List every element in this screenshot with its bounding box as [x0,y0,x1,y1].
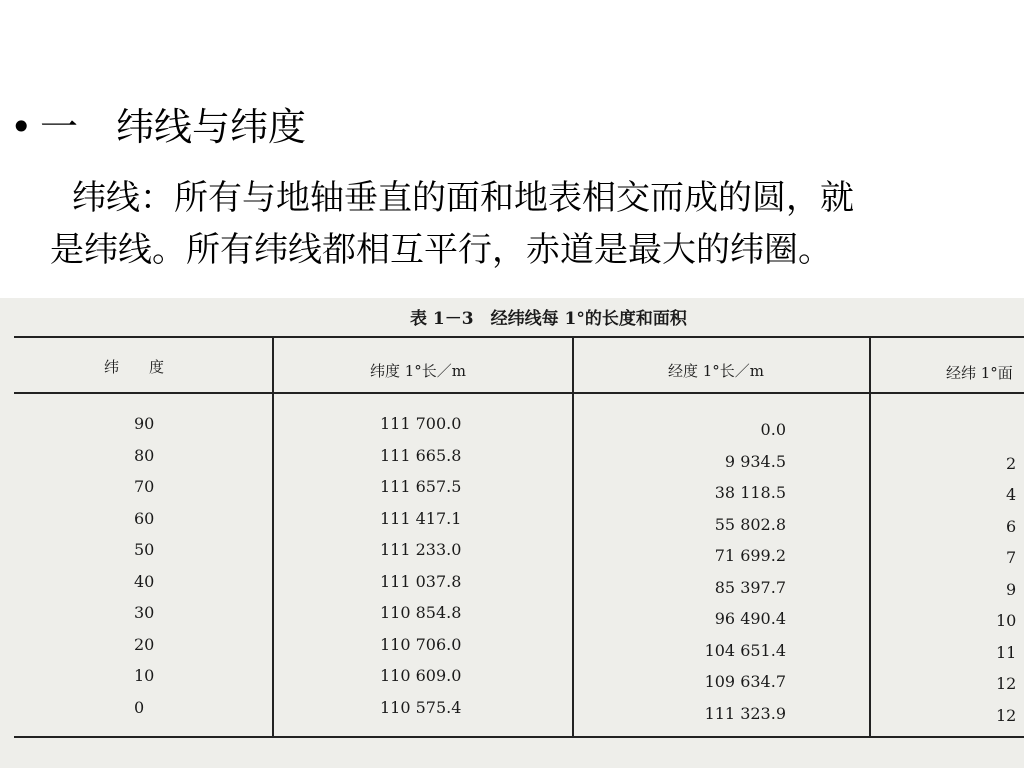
lat-length-cell: 110 575.4 [380,697,462,717]
header-area: 经纬 1°面 [946,364,1013,382]
latitude-column [134,408,154,723]
bullet-heading-row [10,102,306,152]
area-column [996,416,1024,731]
definition-paragraph [50,172,1000,276]
lat-length-cell: 110 854.8 [380,603,462,622]
lon-length-cell: 85 397.7 [714,577,786,597]
latitude-cell: 0 [134,697,145,717]
table-title: 表 1－3 经纬线每 1°的长度和面积 [410,309,687,329]
lat-length-cell: 111 037.8 [380,571,462,591]
lat-length-cell: 111 417.1 [380,508,462,528]
latitude-cell: 20 [134,634,155,654]
lon-length-cell: 38 118.5 [714,483,786,502]
scanned-table-image [0,298,1024,768]
table-header-rule [14,392,1024,394]
header-latitude: 纬 度 [104,358,165,376]
paragraph-line-1: 纬线：所有与地轴垂直的面和地表相交而成的圆，就 [72,178,854,218]
latitude-cell: 80 [134,445,155,465]
area-cell: 2 [1006,453,1017,473]
section-heading: 一 纬线与纬度 [40,105,307,149]
lon-length-cell: 55 802.8 [714,514,786,534]
latitude-cell: 60 [134,508,155,528]
area-cell: 4 [1006,485,1017,504]
area-cell [996,416,1024,448]
lon-length-cell: 96 490.4 [714,609,786,628]
latitude-cell: 30 [134,603,155,622]
table-top-rule [14,336,1024,338]
paragraph-line-2: 是纬线。所有纬线都相互平行，赤道是最大的纬圈。 [50,230,832,270]
latitude-cell: 40 [134,571,155,591]
latitude-cell: 70 [134,477,155,496]
area-cell: 11 [996,642,1017,662]
area-cell: 7 [1006,548,1017,567]
header-lat-length: 纬度 1°长／m [370,362,467,380]
column-divider-3 [869,336,871,738]
lon-length-cell: 104 651.4 [704,640,786,660]
column-divider-1 [272,336,274,738]
latitude-cell: 90 [134,414,155,433]
lat-length-cell: 110 609.0 [380,666,462,685]
header-lon-length: 经度 1°长／m [668,362,765,380]
lat-length-cell: 111 657.5 [380,477,462,496]
area-cell: 10 [996,611,1017,630]
area-cell: 9 [1006,579,1017,599]
bullet-dot: • [10,105,33,149]
lon-length-cell: 9 934.5 [724,451,786,471]
lat-length-cell: 111 233.0 [380,540,462,559]
table-bottom-rule [14,736,1024,738]
lon-length-cell: 111 323.9 [704,703,786,723]
lat-length-column [380,408,461,723]
latitude-cell: 10 [134,666,155,685]
area-cell: 12 [996,674,1017,693]
lon-length-column [705,414,786,729]
lat-length-cell: 111 700.0 [380,414,462,433]
lon-length-cell: 109 634.7 [704,672,786,691]
lat-length-cell: 111 665.8 [380,445,462,465]
latitude-cell: 50 [134,540,155,559]
lat-length-cell: 110 706.0 [380,634,462,654]
area-cell: 12 [996,705,1017,725]
lon-length-cell: 71 699.2 [714,546,786,565]
lon-length-cell: 0.0 [760,420,786,439]
area-cell: 6 [1006,516,1017,536]
column-divider-2 [572,336,574,738]
